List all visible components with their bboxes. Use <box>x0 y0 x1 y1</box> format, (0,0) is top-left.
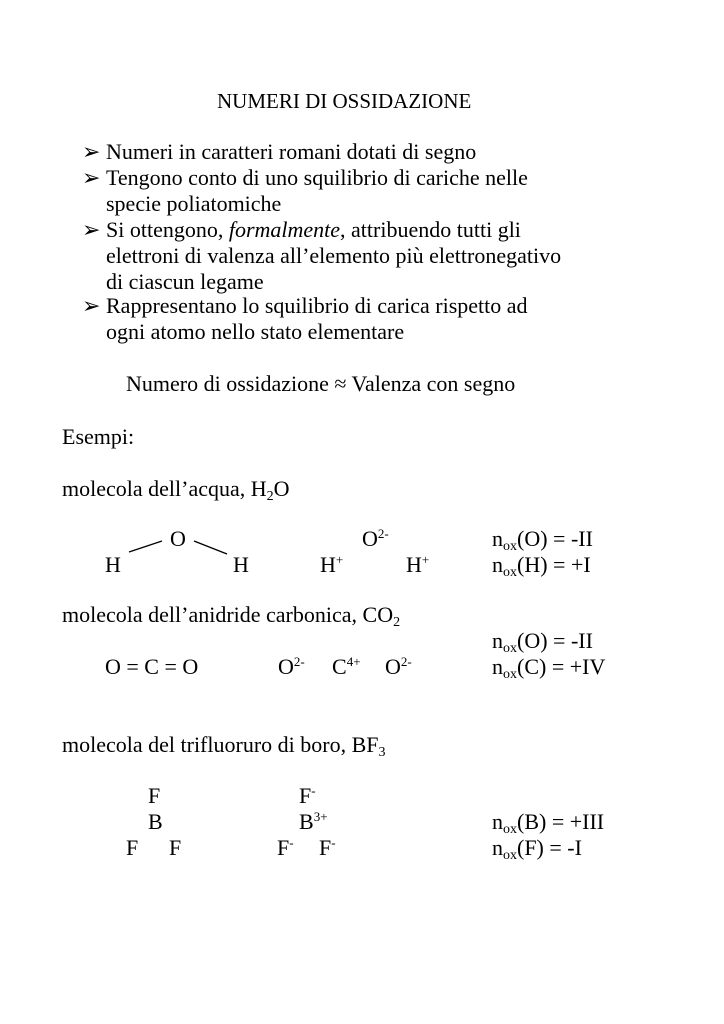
bf3-label <box>62 732 386 760</box>
water-label-subscript: 2 <box>266 489 274 504</box>
bullet-text-part: , attribuendo tutti gli <box>340 217 521 242</box>
examples-heading: Esempi: <box>62 424 135 449</box>
ion-symbol: O <box>278 654 294 679</box>
bf3-fluorine-top-atom: F <box>148 783 161 808</box>
ion-charge: + <box>335 552 344 567</box>
ion-charge: - <box>311 783 316 798</box>
co2-oxide-ion-left <box>278 655 305 679</box>
bf3-fluorine-left-atom: F <box>126 835 139 860</box>
ion-charge: 4+ <box>346 654 361 669</box>
nox-value: (O) = -II <box>517 526 593 551</box>
water-hydrogen-left-atom: H <box>105 552 121 577</box>
water-nox-hydrogen <box>492 552 591 580</box>
co2-label <box>62 602 401 630</box>
bf3-boron-atom: B <box>148 809 163 834</box>
nox-subscript: ox <box>503 822 517 837</box>
nox-n: n <box>492 628 503 653</box>
arrow-bullet-icon: ➢ <box>82 165 101 190</box>
nox-value: (F) = -I <box>517 835 582 860</box>
bf3-boron-ion <box>299 810 328 834</box>
bf3-nox-boron <box>492 809 605 837</box>
co2-oxide-ion-right <box>385 655 412 679</box>
ion-charge: - <box>289 835 294 850</box>
bullet-line: Tengono conto di uno squilibrio di cariche nelle <box>106 165 528 190</box>
co2-label-text: molecola dell’anidride carbonica, CO <box>62 602 394 627</box>
page-title: NUMERI DI OSSIDAZIONE <box>217 89 472 113</box>
water-hydrogen-ion-right <box>406 553 429 577</box>
nox-subscript: ox <box>503 667 517 682</box>
water-hydrogen-ion-left <box>320 553 343 577</box>
ion-symbol: O <box>385 654 401 679</box>
arrow-bullet-icon: ➢ <box>82 139 101 164</box>
nox-subscript: ox <box>503 539 517 554</box>
bf3-label-text: molecola del trifluoruro di boro, BF <box>62 732 379 757</box>
ion-symbol: C <box>332 654 347 679</box>
co2-label-subscript: 2 <box>393 615 401 630</box>
water-label-text: molecola dell’acqua, H <box>62 476 267 501</box>
co2-nox-oxygen <box>492 628 593 656</box>
water-hydrogen-right-atom: H <box>233 552 249 577</box>
bf3-fluoride-ion-left <box>277 836 294 860</box>
bullet-line: elettroni di valenza all’elemento più elettronegativo <box>106 243 562 268</box>
bf3-nox-fluorine <box>492 835 582 863</box>
water-bond-left <box>129 541 162 552</box>
bf3-fluoride-ion-right <box>319 836 336 860</box>
ion-symbol: F <box>277 835 290 860</box>
bullet-line: Rappresentano lo squilibrio di carica rispetto ad <box>106 293 528 318</box>
ion-symbol: B <box>299 809 314 834</box>
ion-charge: 3+ <box>313 809 328 824</box>
bf3-label-subscript: 3 <box>378 745 386 760</box>
nox-n: n <box>492 552 503 577</box>
nox-subscript: ox <box>503 641 517 656</box>
nox-value: (B) = +III <box>517 809 605 834</box>
water-label-suffix: O <box>273 476 290 501</box>
bullet-emphasis: formalmente <box>228 217 341 242</box>
nox-value: (C) = +IV <box>517 654 606 679</box>
nox-subscript: ox <box>503 565 517 580</box>
bullet-line: specie poliatomiche <box>106 191 282 216</box>
ion-charge: - <box>331 835 336 850</box>
bf3-fluoride-ion-top <box>299 784 316 808</box>
ion-charge: 2- <box>377 526 389 541</box>
water-bond-right <box>194 541 227 554</box>
arrow-bullet-icon: ➢ <box>82 293 101 318</box>
ion-charge: + <box>421 552 430 567</box>
arrow-bullet-icon: ➢ <box>82 217 101 242</box>
co2-carbon-ion <box>332 655 361 679</box>
nox-value: (H) = +I <box>517 552 591 577</box>
water-oxygen-atom: O <box>170 526 186 551</box>
co2-nox-carbon <box>492 654 606 682</box>
bullet-line: ogni atomo nello stato elementare <box>106 319 405 344</box>
ion-symbol: O <box>362 526 378 551</box>
bullet-text-part: Si ottengono, <box>106 217 229 242</box>
bullet-line: di ciascun legame <box>106 269 264 294</box>
ion-charge: 2- <box>400 654 412 669</box>
water-nox-oxygen <box>492 526 593 554</box>
bf3-fluorine-right-atom: F <box>169 835 182 860</box>
bullet-line: Numeri in caratteri romani dotati di segno <box>106 139 477 164</box>
oxidation-valence-statement: Numero di ossidazione ≈ Valenza con segno <box>126 371 516 396</box>
ion-symbol: F <box>319 835 332 860</box>
ion-symbol: F <box>299 783 312 808</box>
nox-n: n <box>492 526 503 551</box>
nox-n: n <box>492 654 503 679</box>
ion-symbol: H <box>320 552 336 577</box>
ion-symbol: H <box>406 552 422 577</box>
nox-value: (O) = -II <box>517 628 593 653</box>
nox-n: n <box>492 809 503 834</box>
water-oxide-ion <box>362 527 389 551</box>
nox-subscript: ox <box>503 848 517 863</box>
ion-charge: 2- <box>293 654 305 669</box>
co2-structure: O = C = O <box>105 654 199 679</box>
nox-n: n <box>492 835 503 860</box>
